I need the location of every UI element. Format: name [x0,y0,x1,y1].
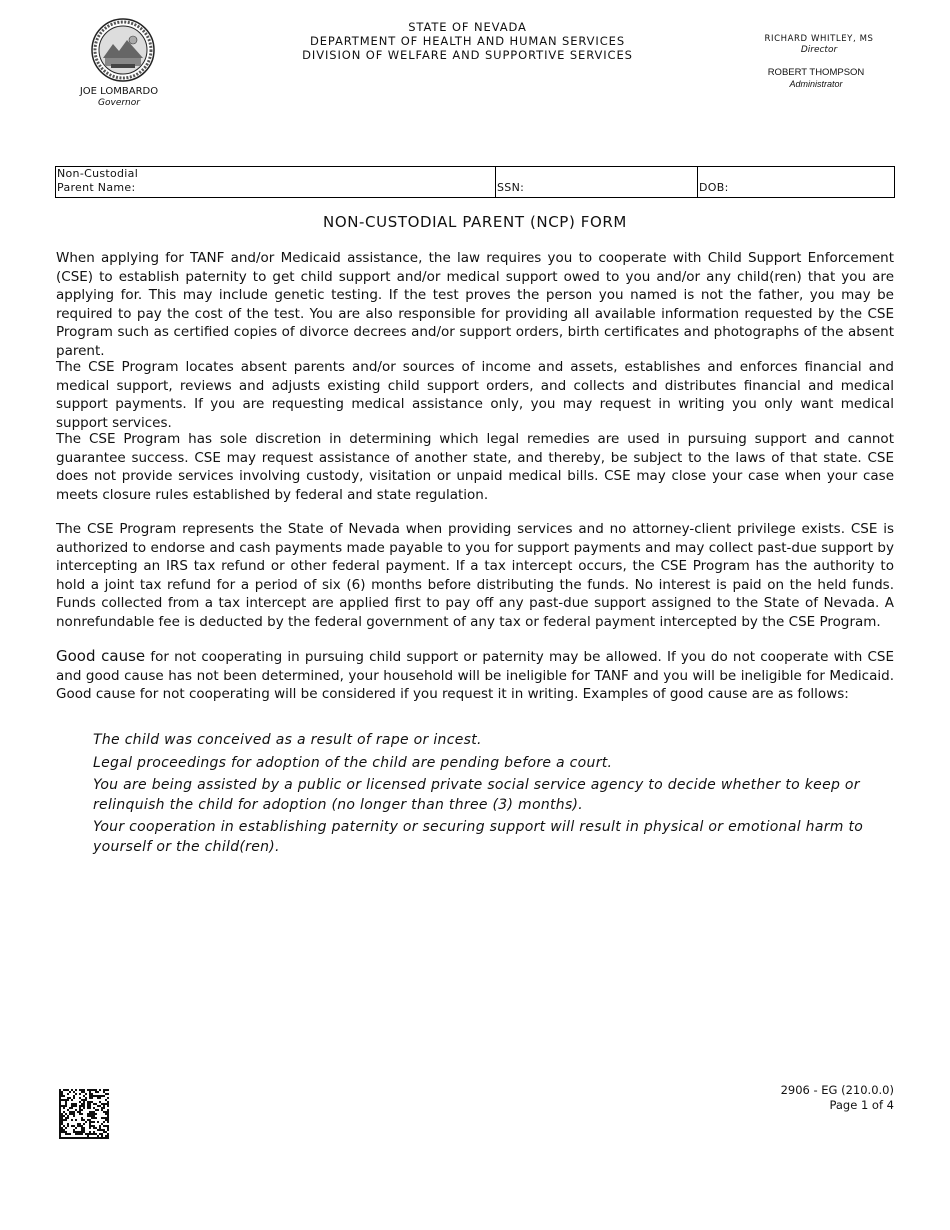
list-item: Legal proceedings for adoption of the child are pending before a court. [93,754,613,771]
list-item: You are being assisted by a public or licensed private social service agency to decide whether to keep or relinquish the child for adoption (no longer than three (3) months). [93,777,860,813]
ncp-name-label-line1: Non-Custodial [57,167,139,180]
paragraph-tax-intercept: The CSE Program represents the State of Nevada when providing services and no attorney-client privilege exists. CSE is authorized to endorse and cash payments made payable to you for support payments and may collect past-due support by intercepting an IRS tax refund or other federal payment. If a tax intercept occurs, the CSE Program has the authority to hold a joint tax refund for a period of six (6) months before distributing the funds. No interest is paid on the held funds. Funds collected from a tax intercept are applied first to pay off any past-due support assigned to the State of Nevada. A nonrefundable fee is deducted by the federal government of any tax or federal payment intercepted by the CSE Program. [56,521,894,630]
agency-line-department: DEPARTMENT OF HEALTH AND HUMAN SERVICES [309,34,626,48]
form-title: NON-CUSTODIAL PARENT (NCP) FORM [323,213,627,231]
ncp-ssn-field[interactable] [496,167,698,197]
paragraph-cse-services: The CSE Program locates absent parents and/or sources of income and assets, establishes and enforces financial and medical support, reviews and adjusts existing child support orders, and collects and distributes financial and medical support payments. If you are requesting medical assistance only, you may request in writing you only want medical support services. [56,359,894,431]
paragraph-cse-discretion: The CSE Program has sole discretion in determining which legal remedies are used in pursuing support and cannot guarantee success. CSE may request assistance of another state, and thereby, be subject to the laws of that state. CSE does not provide services involving custody, visitation or unpaid medical bills. CSE may close your case when your case meets closure rules established by federal and state regulation. [56,431,894,503]
agency-line-state: STATE OF NEVADA [408,20,527,34]
director-title: Director [800,45,838,55]
good-cause-list [93,731,893,860]
ncp-dob-field[interactable] [698,167,894,197]
governor-name: JOE LOMBARDO [79,86,159,97]
page-number: Page 1 of 4 [829,1098,894,1112]
administrator-title: Administrator [789,79,843,89]
paragraph-cooperation: When applying for TANF and/or Medicaid assistance, the law requires you to cooperate with Child Support Enforcement (CSE) to establish paternity to get child support and/or medical support owed to you and/or any child(ren) that you are applying for. This may include genetic testing. If the test proves the person you named is not the father, you may be required to pay the cost of the test. You are also responsible for providing all available information requested by the CSE Program such as certified copies of divorce decrees and/or support orders, birth certificates and photographs of the absent parent. [56,250,894,359]
agency-header [280,20,655,62]
dob-label: DOB: [699,181,729,194]
state-seal-icon [91,18,155,82]
ssn-label: SSN: [497,181,525,194]
ncp-info-table [55,166,895,198]
good-cause-lead: Good cause [56,647,146,665]
ncp-name-field[interactable] [56,167,496,197]
administrator-name: ROBERT THOMPSON [767,67,865,78]
form-number: 2906 - EG (210.0.0) [780,1083,894,1097]
paragraph-good-cause [56,647,894,704]
agency-line-division: DIVISION OF WELFARE AND SUPPORTIVE SERVICES [302,48,633,62]
list-item: The child was conceived as a result of rape or incest. [93,732,482,748]
governor-title: Governor [98,98,140,108]
barcode-icon [59,1089,109,1139]
director-name: RICHARD WHITLEY, MS [764,34,874,44]
list-item: Your cooperation in establishing paternity or securing support will result in physical or emotional harm to yourself or the child(ren). [93,819,864,855]
good-cause-text: for not cooperating in pursuing child support or paternity may be allowed. If you do not cooperate with CSE and good cause has not been determined, your household will be ineligible for TANF and you will be ineligible for Medicaid. Good cause for not cooperating will be considered if you request it in writing. Examples of good cause are as follows: [56,649,894,703]
ncp-name-label-line2: Parent Name: [57,181,136,194]
